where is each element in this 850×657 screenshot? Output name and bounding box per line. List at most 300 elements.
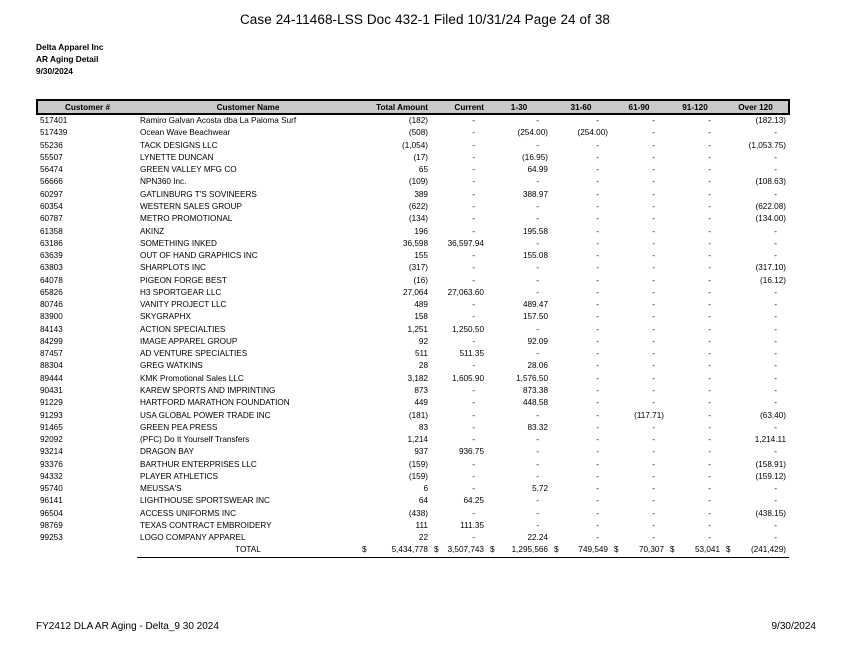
cell-31-60: - — [596, 226, 599, 236]
cell-over-120: (622.08) — [755, 201, 786, 211]
cell-1-30: - — [536, 508, 539, 518]
cell-total-amount: (508) — [408, 128, 428, 138]
cell-customer-number: 96141 — [40, 496, 63, 506]
cell-customer-name: LIGHTHOUSE SPORTSWEAR INC — [140, 496, 270, 506]
cell-1-30: 1,576.50 — [516, 373, 548, 383]
cell-61-90: - — [652, 496, 655, 506]
cell-customer-number: 95740 — [40, 484, 63, 494]
cell-1-30: - — [536, 496, 539, 506]
cell-1-30: (16.95) — [522, 152, 548, 162]
table-row — [37, 532, 789, 544]
cell-over-120: - — [774, 422, 777, 432]
cell-91-120: - — [708, 373, 711, 383]
cell-61-90: - — [652, 422, 655, 432]
cell-total-amount: 28 — [418, 361, 428, 371]
cell-31-60: - — [596, 459, 599, 469]
cell-customer-number: 93214 — [40, 447, 63, 457]
cell-31-60: - — [596, 508, 599, 518]
cell-91-120: - — [708, 435, 711, 445]
cell-1-30: 489.47 — [522, 300, 548, 310]
cell-current: - — [472, 214, 475, 224]
cell-current: - — [472, 435, 475, 445]
cell-total-amount: 64 — [418, 496, 428, 506]
cell-1-30: - — [536, 471, 539, 481]
cell-91-120: - — [708, 152, 711, 162]
cell-customer-number: 60297 — [40, 189, 63, 199]
cell-61-90: - — [652, 263, 655, 273]
cell-total-amount: 196 — [414, 226, 428, 236]
table-row — [37, 495, 789, 507]
cell-total-amount: (182) — [408, 116, 428, 126]
cell-31-60: - — [596, 435, 599, 445]
cell-over-120: (158.91) — [755, 459, 786, 469]
cell-customer-name: PLAYER ATHLETICS — [140, 471, 218, 481]
cell-total-amount: 449 — [414, 398, 428, 408]
company-name: Delta Apparel Inc — [36, 42, 104, 52]
cell-customer-name: GATLINBURG T'S SOVINEERS — [140, 189, 257, 199]
cell-customer-name: LOGO COMPANY APPAREL — [140, 533, 246, 543]
cell-customer-number: 92092 — [40, 435, 63, 445]
cell-current: - — [472, 116, 475, 126]
cell-customer-name: H3 SPORTGEAR LLC — [140, 287, 222, 297]
cell-31-60: - — [596, 165, 599, 175]
cell-31-60: - — [596, 484, 599, 494]
cell-customer-name: Ramiro Galvan Acosta dba La Paloma Surf — [140, 116, 297, 126]
cell-customer-number: 84299 — [40, 336, 63, 346]
cell-over-120: - — [774, 226, 777, 236]
cell-61-90: - — [652, 324, 655, 334]
table-row — [37, 274, 789, 286]
report-date: 9/30/2024 — [36, 66, 73, 77]
cell-total-amount: (159) — [408, 459, 428, 469]
cell-customer-name: SKYGRAPHX — [140, 312, 191, 322]
cell-91-120: - — [708, 177, 711, 187]
table-row — [37, 140, 789, 152]
cell-current: 1,250.50 — [452, 324, 484, 334]
cell-over-120: (63.40) — [760, 410, 786, 420]
cell-61-90: - — [652, 152, 655, 162]
cell-1-30: - — [536, 201, 539, 211]
cell-61-90: - — [652, 435, 655, 445]
cell-over-120: - — [774, 238, 777, 248]
cell-customer-number: 55236 — [40, 140, 63, 150]
cell-over-120: (159.12) — [755, 471, 786, 481]
cell-31-60: - — [596, 263, 599, 273]
cell-total-amount: 65 — [418, 165, 428, 175]
cell-31-60: - — [596, 300, 599, 310]
cell-current: - — [472, 312, 475, 322]
cell-total-amount: (181) — [408, 410, 428, 420]
cell-1-30: 5.72 — [532, 484, 548, 494]
total-31-60: $ 749,549 — [551, 544, 611, 557]
cell-over-120: (108.63) — [755, 177, 786, 187]
cell-1-30: - — [536, 140, 539, 150]
cell-customer-name: Ocean Wave Beachwear — [140, 128, 231, 138]
cell-customer-name: TACK DESIGNS LLC — [140, 140, 218, 150]
table-row — [37, 299, 789, 311]
cell-customer-name: GREEN PEA PRESS — [140, 422, 218, 432]
cell-over-120: - — [774, 361, 777, 371]
cell-1-30: 28.06 — [527, 361, 548, 371]
cell-61-90: - — [652, 300, 655, 310]
cell-customer-name: (PFC) Do It Yourself Transfers — [140, 435, 250, 445]
cell-over-120: 1,214.11 — [754, 435, 786, 445]
cell-91-120: - — [708, 238, 711, 248]
col-header-customer-name: Customer Name — [137, 100, 359, 114]
cell-customer-number: 88304 — [40, 361, 63, 371]
cell-31-60: - — [596, 410, 599, 420]
col-header-over-120: Over 120 — [723, 100, 789, 114]
cell-1-30: - — [536, 324, 539, 334]
cell-total-amount: (622) — [408, 201, 428, 211]
cell-customer-name: AKINZ — [140, 226, 165, 236]
cell-customer-name: IMAGE APPAREL GROUP — [140, 336, 238, 346]
total-over-120: $ (241,429) — [723, 544, 789, 557]
cell-over-120: - — [774, 287, 777, 297]
cell-customer-number: 63639 — [40, 251, 63, 261]
cell-customer-number: 90431 — [40, 385, 63, 395]
table-row — [37, 164, 789, 176]
cell-customer-name: HARTFORD MARATHON FOUNDATION — [140, 398, 290, 408]
cell-1-30: 83.32 — [527, 422, 548, 432]
cell-customer-name: OUT OF HAND GRAPHICS INC — [140, 251, 258, 261]
cell-total-amount: (134) — [408, 214, 428, 224]
cell-61-90: - — [652, 165, 655, 175]
cell-total-amount: 6 — [423, 484, 428, 494]
total-row — [37, 544, 789, 557]
cell-customer-number: 63186 — [40, 238, 63, 248]
cell-total-amount: (17) — [413, 152, 428, 162]
cell-1-30: - — [536, 520, 539, 530]
cell-1-30: - — [536, 349, 539, 359]
report-title: AR Aging Detail — [36, 54, 99, 65]
cell-61-90: - — [652, 459, 655, 469]
cell-91-120: - — [708, 116, 711, 126]
cell-total-amount: 937 — [414, 447, 428, 457]
table-row — [37, 311, 789, 323]
cell-over-120: - — [774, 336, 777, 346]
cell-31-60: - — [596, 533, 599, 543]
cell-over-120: - — [774, 349, 777, 359]
cell-1-30: 92.09 — [527, 336, 548, 346]
cell-31-60: - — [596, 373, 599, 383]
cell-31-60: - — [596, 116, 599, 126]
cell-current: 36,597.94 — [447, 238, 484, 248]
cell-over-120: - — [774, 373, 777, 383]
cell-customer-number: 64078 — [40, 275, 63, 285]
cell-91-120: - — [708, 201, 711, 211]
cell-91-120: - — [708, 459, 711, 469]
cell-current: 1,605.90 — [452, 373, 484, 383]
cell-31-60: - — [596, 275, 599, 285]
cell-total-amount: (317) — [408, 263, 428, 273]
cell-over-120: - — [774, 300, 777, 310]
cell-over-120: - — [774, 385, 777, 395]
cell-over-120: - — [774, 128, 777, 138]
cell-over-120: (182.13) — [755, 116, 786, 126]
cell-91-120: - — [708, 336, 711, 346]
cell-customer-number: 65826 — [40, 287, 63, 297]
cell-current: - — [472, 484, 475, 494]
table-row — [37, 152, 789, 164]
cell-31-60: - — [596, 189, 599, 199]
cell-31-60: - — [596, 214, 599, 224]
cell-31-60: - — [596, 177, 599, 187]
table-row — [37, 262, 789, 274]
cell-61-90: - — [652, 238, 655, 248]
cell-61-90: - — [652, 398, 655, 408]
cell-current: 64.25 — [463, 496, 484, 506]
cell-61-90: - — [652, 471, 655, 481]
total-61-90: $ 70,307 — [611, 544, 667, 557]
cell-customer-name: AD VENTURE SPECIALTIES — [140, 349, 248, 359]
cell-91-120: - — [708, 484, 711, 494]
col-header-31-60: 31-60 — [551, 100, 611, 114]
cell-91-120: - — [708, 312, 711, 322]
cell-customer-number: 83900 — [40, 312, 63, 322]
table-row — [37, 336, 789, 348]
cell-1-30: 195.58 — [522, 226, 548, 236]
cell-61-90: - — [652, 361, 655, 371]
cell-total-amount: 155 — [414, 251, 428, 261]
cell-customer-name: VANITY PROJECT LLC — [140, 300, 227, 310]
cell-total-amount: (109) — [408, 177, 428, 187]
cell-91-120: - — [708, 189, 711, 199]
cell-current: - — [472, 201, 475, 211]
cell-over-120: - — [774, 496, 777, 506]
cell-current: - — [472, 471, 475, 481]
cell-61-90: - — [652, 214, 655, 224]
cell-customer-number: 56474 — [40, 165, 63, 175]
cell-1-30: 22.24 — [527, 533, 548, 543]
footer-filename: FY2412 DLA AR Aging - Delta_9 30 2024 — [36, 621, 219, 632]
cell-total-amount: 3,182 — [407, 373, 428, 383]
cell-91-120: - — [708, 422, 711, 432]
cell-31-60: - — [596, 361, 599, 371]
cell-current: - — [472, 508, 475, 518]
cell-61-90: - — [652, 275, 655, 285]
table-row — [37, 434, 789, 446]
cell-total-amount: 489 — [414, 300, 428, 310]
cell-over-120: (317.10) — [755, 263, 786, 273]
cell-current: - — [472, 422, 475, 432]
cell-customer-number: 61358 — [40, 226, 63, 236]
cell-customer-name: KMK Promotional Sales LLC — [140, 373, 244, 383]
cell-91-120: - — [708, 140, 711, 150]
cell-91-120: - — [708, 349, 711, 359]
cell-31-60: - — [596, 520, 599, 530]
cell-1-30: - — [536, 116, 539, 126]
ar-aging-table — [36, 99, 790, 558]
table-row — [37, 324, 789, 336]
col-header-1-30: 1-30 — [487, 100, 551, 114]
table-row — [37, 360, 789, 372]
cell-91-120: - — [708, 324, 711, 334]
cell-91-120: - — [708, 263, 711, 273]
cell-customer-number: 55507 — [40, 152, 63, 162]
cell-current: - — [472, 300, 475, 310]
cell-customer-number: 87457 — [40, 349, 63, 359]
cell-61-90: - — [652, 116, 655, 126]
cell-91-120: - — [708, 508, 711, 518]
cell-61-90: - — [652, 336, 655, 346]
cell-1-30: - — [536, 238, 539, 248]
cell-91-120: - — [708, 128, 711, 138]
table-row — [37, 225, 789, 237]
cell-31-60: - — [596, 152, 599, 162]
cell-total-amount: 511 — [414, 349, 428, 359]
cell-customer-number: 517439 — [40, 128, 68, 138]
cell-1-30: - — [536, 214, 539, 224]
cell-current: - — [472, 336, 475, 346]
col-header-61-90: 61-90 — [611, 100, 667, 114]
cell-over-120: (1,053.75) — [748, 140, 786, 150]
cell-current: - — [472, 275, 475, 285]
cell-total-amount: 92 — [418, 336, 428, 346]
cell-61-90: - — [652, 312, 655, 322]
cell-31-60: - — [596, 312, 599, 322]
cell-61-90: - — [652, 520, 655, 530]
cell-91-120: - — [708, 385, 711, 395]
cell-31-60: - — [596, 140, 599, 150]
cell-31-60: - — [596, 422, 599, 432]
cell-total-amount: 1,214 — [407, 435, 428, 445]
cell-current: - — [472, 459, 475, 469]
cell-61-90: - — [652, 484, 655, 494]
cell-total-amount: (159) — [408, 471, 428, 481]
cell-customer-name: KAREW SPORTS AND IMPRINTING — [140, 385, 276, 395]
cell-over-120: - — [774, 189, 777, 199]
cell-total-amount: (1,054) — [402, 140, 428, 150]
cell-91-120: - — [708, 447, 711, 457]
cell-current: - — [472, 140, 475, 150]
cell-over-120: - — [774, 484, 777, 494]
cell-current: - — [472, 189, 475, 199]
cell-1-30: - — [536, 287, 539, 297]
cell-over-120: - — [774, 312, 777, 322]
cell-customer-number: 91229 — [40, 398, 63, 408]
col-header-customer-number: Customer # — [37, 100, 137, 114]
cell-31-60: (254.00) — [577, 128, 608, 138]
cell-customer-name: MEUSSA'S — [140, 484, 182, 494]
cell-91-120: - — [708, 496, 711, 506]
table-row — [37, 520, 789, 532]
cell-customer-number: 99253 — [40, 533, 63, 543]
cell-1-30: 448.58 — [522, 398, 548, 408]
cell-customer-number: 91293 — [40, 410, 63, 420]
cell-91-120: - — [708, 300, 711, 310]
total-1-30: $ 1,295,566 — [487, 544, 551, 557]
table-row — [37, 189, 789, 201]
table-row — [37, 201, 789, 213]
total-amount: $ 5,434,778 — [359, 544, 431, 557]
cell-31-60: - — [596, 201, 599, 211]
company-block — [36, 41, 103, 78]
cell-customer-name: ACCESS UNIFORMS INC — [140, 508, 236, 518]
cell-customer-number: 60787 — [40, 214, 63, 224]
cell-over-120: - — [774, 398, 777, 408]
cell-customer-number: 63803 — [40, 263, 63, 273]
cell-31-60: - — [596, 447, 599, 457]
table-row — [37, 397, 789, 409]
cell-61-90: - — [652, 287, 655, 297]
table-row — [37, 250, 789, 262]
cell-total-amount: 36,598 — [402, 238, 428, 248]
cell-total-amount: 27,064 — [402, 287, 428, 297]
cell-current: 511.35 — [459, 349, 484, 359]
cell-customer-number: 89444 — [40, 373, 63, 383]
cell-91-120: - — [708, 398, 711, 408]
cell-total-amount: 22 — [418, 533, 428, 543]
cell-31-60: - — [596, 336, 599, 346]
cell-current: - — [472, 177, 475, 187]
cell-1-30: 388.97 — [522, 189, 548, 199]
table-row — [37, 446, 789, 458]
cell-over-120: - — [774, 251, 777, 261]
footer-date: 9/30/2024 — [771, 621, 816, 632]
cell-customer-number: 93376 — [40, 459, 63, 469]
cell-61-90: - — [652, 533, 655, 543]
cell-61-90: - — [652, 226, 655, 236]
col-header-91-120: 91-120 — [667, 100, 723, 114]
cell-61-90: - — [652, 373, 655, 383]
cell-total-amount: 389 — [414, 189, 428, 199]
cell-total-amount: 111 — [415, 520, 428, 530]
cell-over-120: - — [774, 447, 777, 457]
cell-total-amount: 873 — [414, 385, 428, 395]
cell-current: - — [472, 398, 475, 408]
cell-customer-number: 94332 — [40, 471, 63, 481]
cell-over-120: - — [774, 165, 777, 175]
cell-91-120: - — [708, 533, 711, 543]
cell-current: - — [472, 533, 475, 543]
table-row — [37, 348, 789, 360]
cell-61-90: - — [652, 128, 655, 138]
cell-current: - — [472, 152, 475, 162]
table-row — [37, 422, 789, 434]
table-row — [37, 385, 789, 397]
col-header-total-amount: Total Amount — [359, 100, 431, 114]
cell-91-120: - — [708, 361, 711, 371]
cell-total-amount: (438) — [408, 508, 428, 518]
table-row — [37, 508, 789, 520]
cell-customer-name: GREEN VALLEY MFG CO — [140, 165, 237, 175]
cell-current: - — [472, 385, 475, 395]
cell-1-30: - — [536, 459, 539, 469]
cell-customer-number: 56666 — [40, 177, 63, 187]
cell-customer-name: PIGEON FORGE BEST — [140, 275, 227, 285]
cell-current: 111.35 — [460, 520, 484, 530]
cell-31-60: - — [596, 385, 599, 395]
cell-1-30: - — [536, 447, 539, 457]
cell-61-90: - — [652, 189, 655, 199]
cell-1-30: - — [536, 435, 539, 445]
cell-61-90: - — [652, 385, 655, 395]
cell-customer-name: USA GLOBAL POWER TRADE INC — [140, 410, 271, 420]
cell-customer-name: SHARPLOTS INC — [140, 263, 206, 273]
cell-customer-number: 80746 — [40, 300, 63, 310]
cell-91-120: - — [708, 471, 711, 481]
cell-1-30: (254.00) — [517, 128, 548, 138]
cell-31-60: - — [596, 398, 599, 408]
cell-customer-number: 60354 — [40, 201, 63, 211]
cell-over-120: (134.00) — [755, 214, 786, 224]
cell-current: 936.75 — [458, 447, 484, 457]
table-row — [37, 471, 789, 483]
cell-61-90: - — [652, 251, 655, 261]
total-label: TOTAL — [137, 544, 359, 557]
cell-1-30: - — [536, 263, 539, 273]
